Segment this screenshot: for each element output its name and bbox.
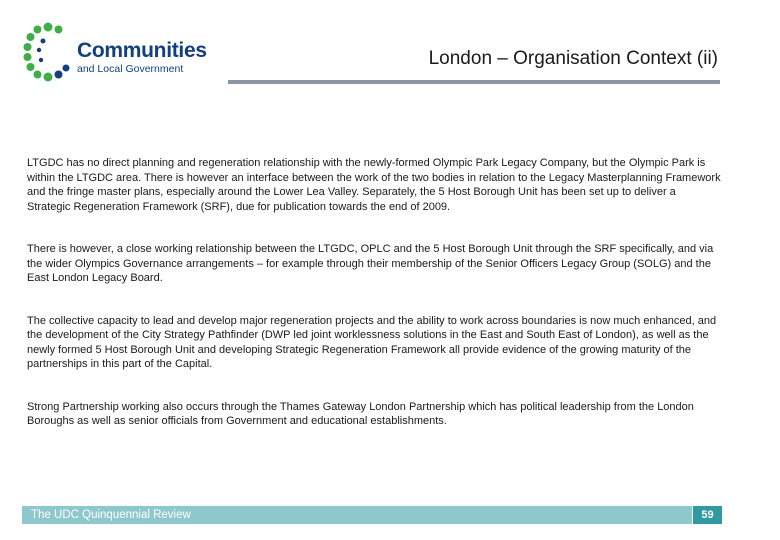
paragraph-3: The collective capacity to lead and develop major regeneration projects and the ability to work across boundaries is now much enhanced, and the development of the City Strategy Pathfinder (DWP led joint worklessness solutions in the East and South East of London), as well as the newly formed 5 Host Borough Unit and developing Strategic Regeneration Framework all provide evidence of the growing maturity of the partnerships in this part of the Capital. [27,314,717,370]
slide-body [27,156,721,457]
dot-ring-icon [22,20,74,84]
footer-text: The UDC Quinquennial Review [31,509,191,521]
paragraph-1: LTGDC has no direct planning and regeneration relationship with the newly-formed Olympic Park Legacy Company, but the Olympic Park is within the LTGDC area. There is however an interface between the work of the two bodies in relation to the Legacy Masterplanning Framework and the fringe master plans, especially around the Lower Lea Valley. Separately, the 5 Host Borough Unit has been set up to deliver a Strategic Regeneration Framework (SRF), due for publication towards the end of 2009. [27,157,721,213]
slide-title: London – Organisation Context (ii) [428,48,718,69]
paragraph-4: Strong Partnership working also occurs through the Thames Gateway London Partnership which has political leadership from the London Boroughs as well as senior officials from Government and educational establishments. [27,400,694,427]
logo-subtitle: and Local Government [77,63,184,75]
paragraph-2: There is however, a close working relationship between the LTGDC, OPLC and the 5 Host Borough Unit through the SRF specifically, and via the wider Olympics Governance arrangements – for example through their membership of the Senior Officers Legacy Group (SOLG) and the East London Legacy Board. [27,243,714,284]
title-divider [228,80,720,84]
footer-bar [22,506,692,524]
logo-title: Communities [77,39,207,62]
communities-logo [22,20,222,84]
page-number: 59 [693,506,722,524]
